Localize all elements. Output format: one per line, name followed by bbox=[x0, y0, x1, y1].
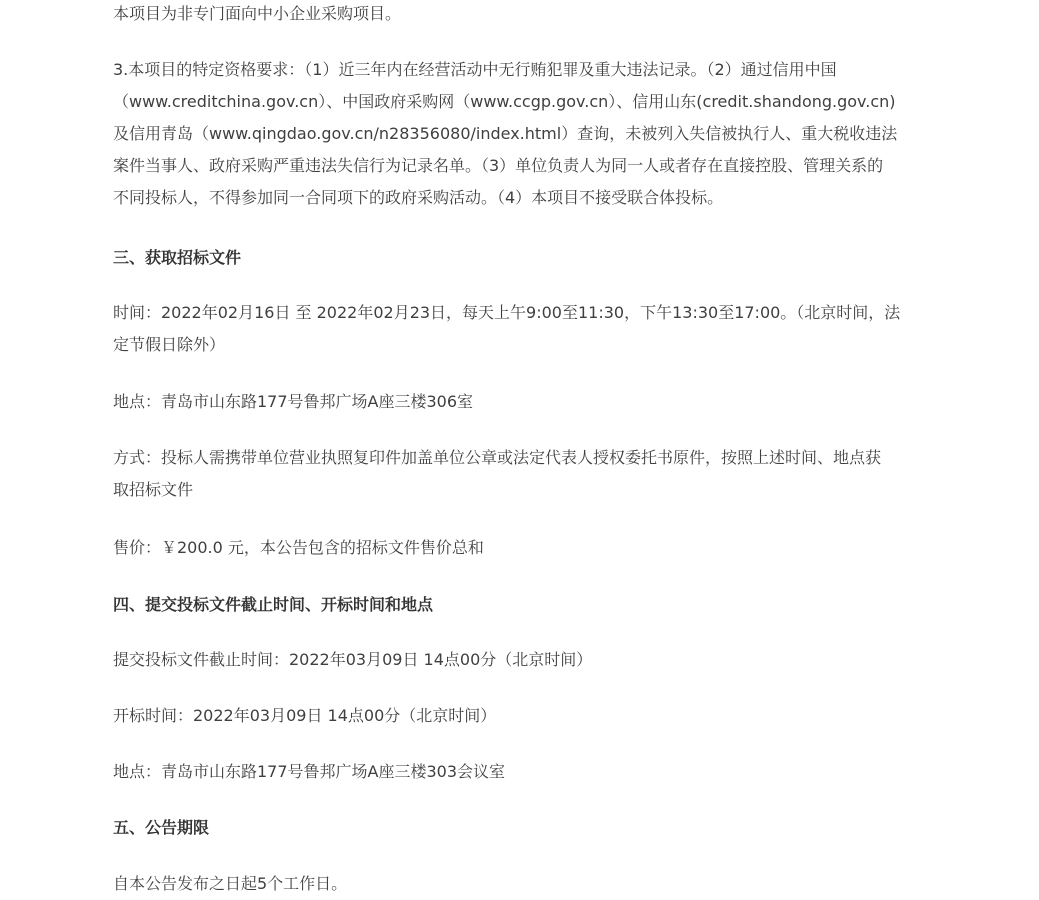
section3-heading bbox=[113, 242, 943, 274]
qualification-line: 及信用青岛（www.qingdao.gov.cn/n28356080/index.html）查询，未被列入失信被执行人、重大税收违法 bbox=[113, 124, 898, 143]
qualification-line: 案件当事人、政府采购严重违法失信行为记录名单。（3）单位负责人为同一人或者存在直接控股、管理关系的 bbox=[113, 156, 884, 175]
qualification-line: （www.creditchina.gov.cn）、中国政府采购网（www.ccgp.gov.cn）、信用山东(credit.shandong.gov.cn) bbox=[113, 92, 896, 111]
opening-location-paragraph bbox=[113, 756, 943, 788]
time-line: 时间：2022年02月16日 至 2022年02月23日，每天上午9:00至11:30，下午13:30至17:00。（北京时间，法 bbox=[113, 303, 901, 322]
time-line: 定节假日除外） bbox=[113, 335, 226, 354]
section3-title: 三、获取招标文件 bbox=[113, 248, 242, 267]
location-text: 地点：青岛市山东路177号鲁邦广场A座三楼306室 bbox=[113, 392, 474, 411]
period-text: 自本公告发布之日起5个工作日。 bbox=[113, 874, 348, 893]
opening-paragraph bbox=[113, 700, 943, 732]
deadline-text: 提交投标文件截止时间：2022年03月09日 14点00分（北京时间） bbox=[113, 650, 593, 669]
period-paragraph bbox=[113, 868, 943, 900]
section5-heading bbox=[113, 812, 943, 844]
time-paragraph bbox=[113, 297, 943, 361]
section5-title: 五、公告期限 bbox=[113, 818, 210, 837]
qualification-paragraph bbox=[113, 54, 943, 214]
price-paragraph bbox=[113, 532, 943, 564]
deadline-paragraph bbox=[113, 644, 943, 676]
intro-paragraph bbox=[113, 0, 943, 30]
opening-text: 开标时间：2022年03月09日 14点00分（北京时间） bbox=[113, 706, 497, 725]
qualification-line: 不同投标人，不得参加同一合同项下的政府采购活动。（4）本项目不接受联合体投标。 bbox=[113, 188, 724, 207]
method-line: 取招标文件 bbox=[113, 480, 194, 499]
method-line: 方式：投标人需携带单位营业执照复印件加盖单位公章或法定代表人授权委托书原件，按照上述时间、地点获 bbox=[113, 448, 882, 467]
method-paragraph bbox=[113, 442, 943, 506]
location-paragraph bbox=[113, 386, 943, 418]
qualification-line: 3.本项目的特定资格要求：（1）近三年内在经营活动中无行贿犯罪及重大违法记录。（2）通过信用中国 bbox=[113, 60, 837, 79]
intro-text: 本项目为非专门面向中小企业采购项目。 bbox=[113, 4, 402, 23]
section4-title: 四、提交投标文件截止时间、开标时间和地点 bbox=[113, 595, 434, 614]
opening-location-text: 地点：青岛市山东路177号鲁邦广场A座三楼303会议室 bbox=[113, 762, 506, 781]
price-text: 售价：￥200.0 元，本公告包含的招标文件售价总和 bbox=[113, 538, 484, 557]
section4-heading bbox=[113, 589, 943, 621]
